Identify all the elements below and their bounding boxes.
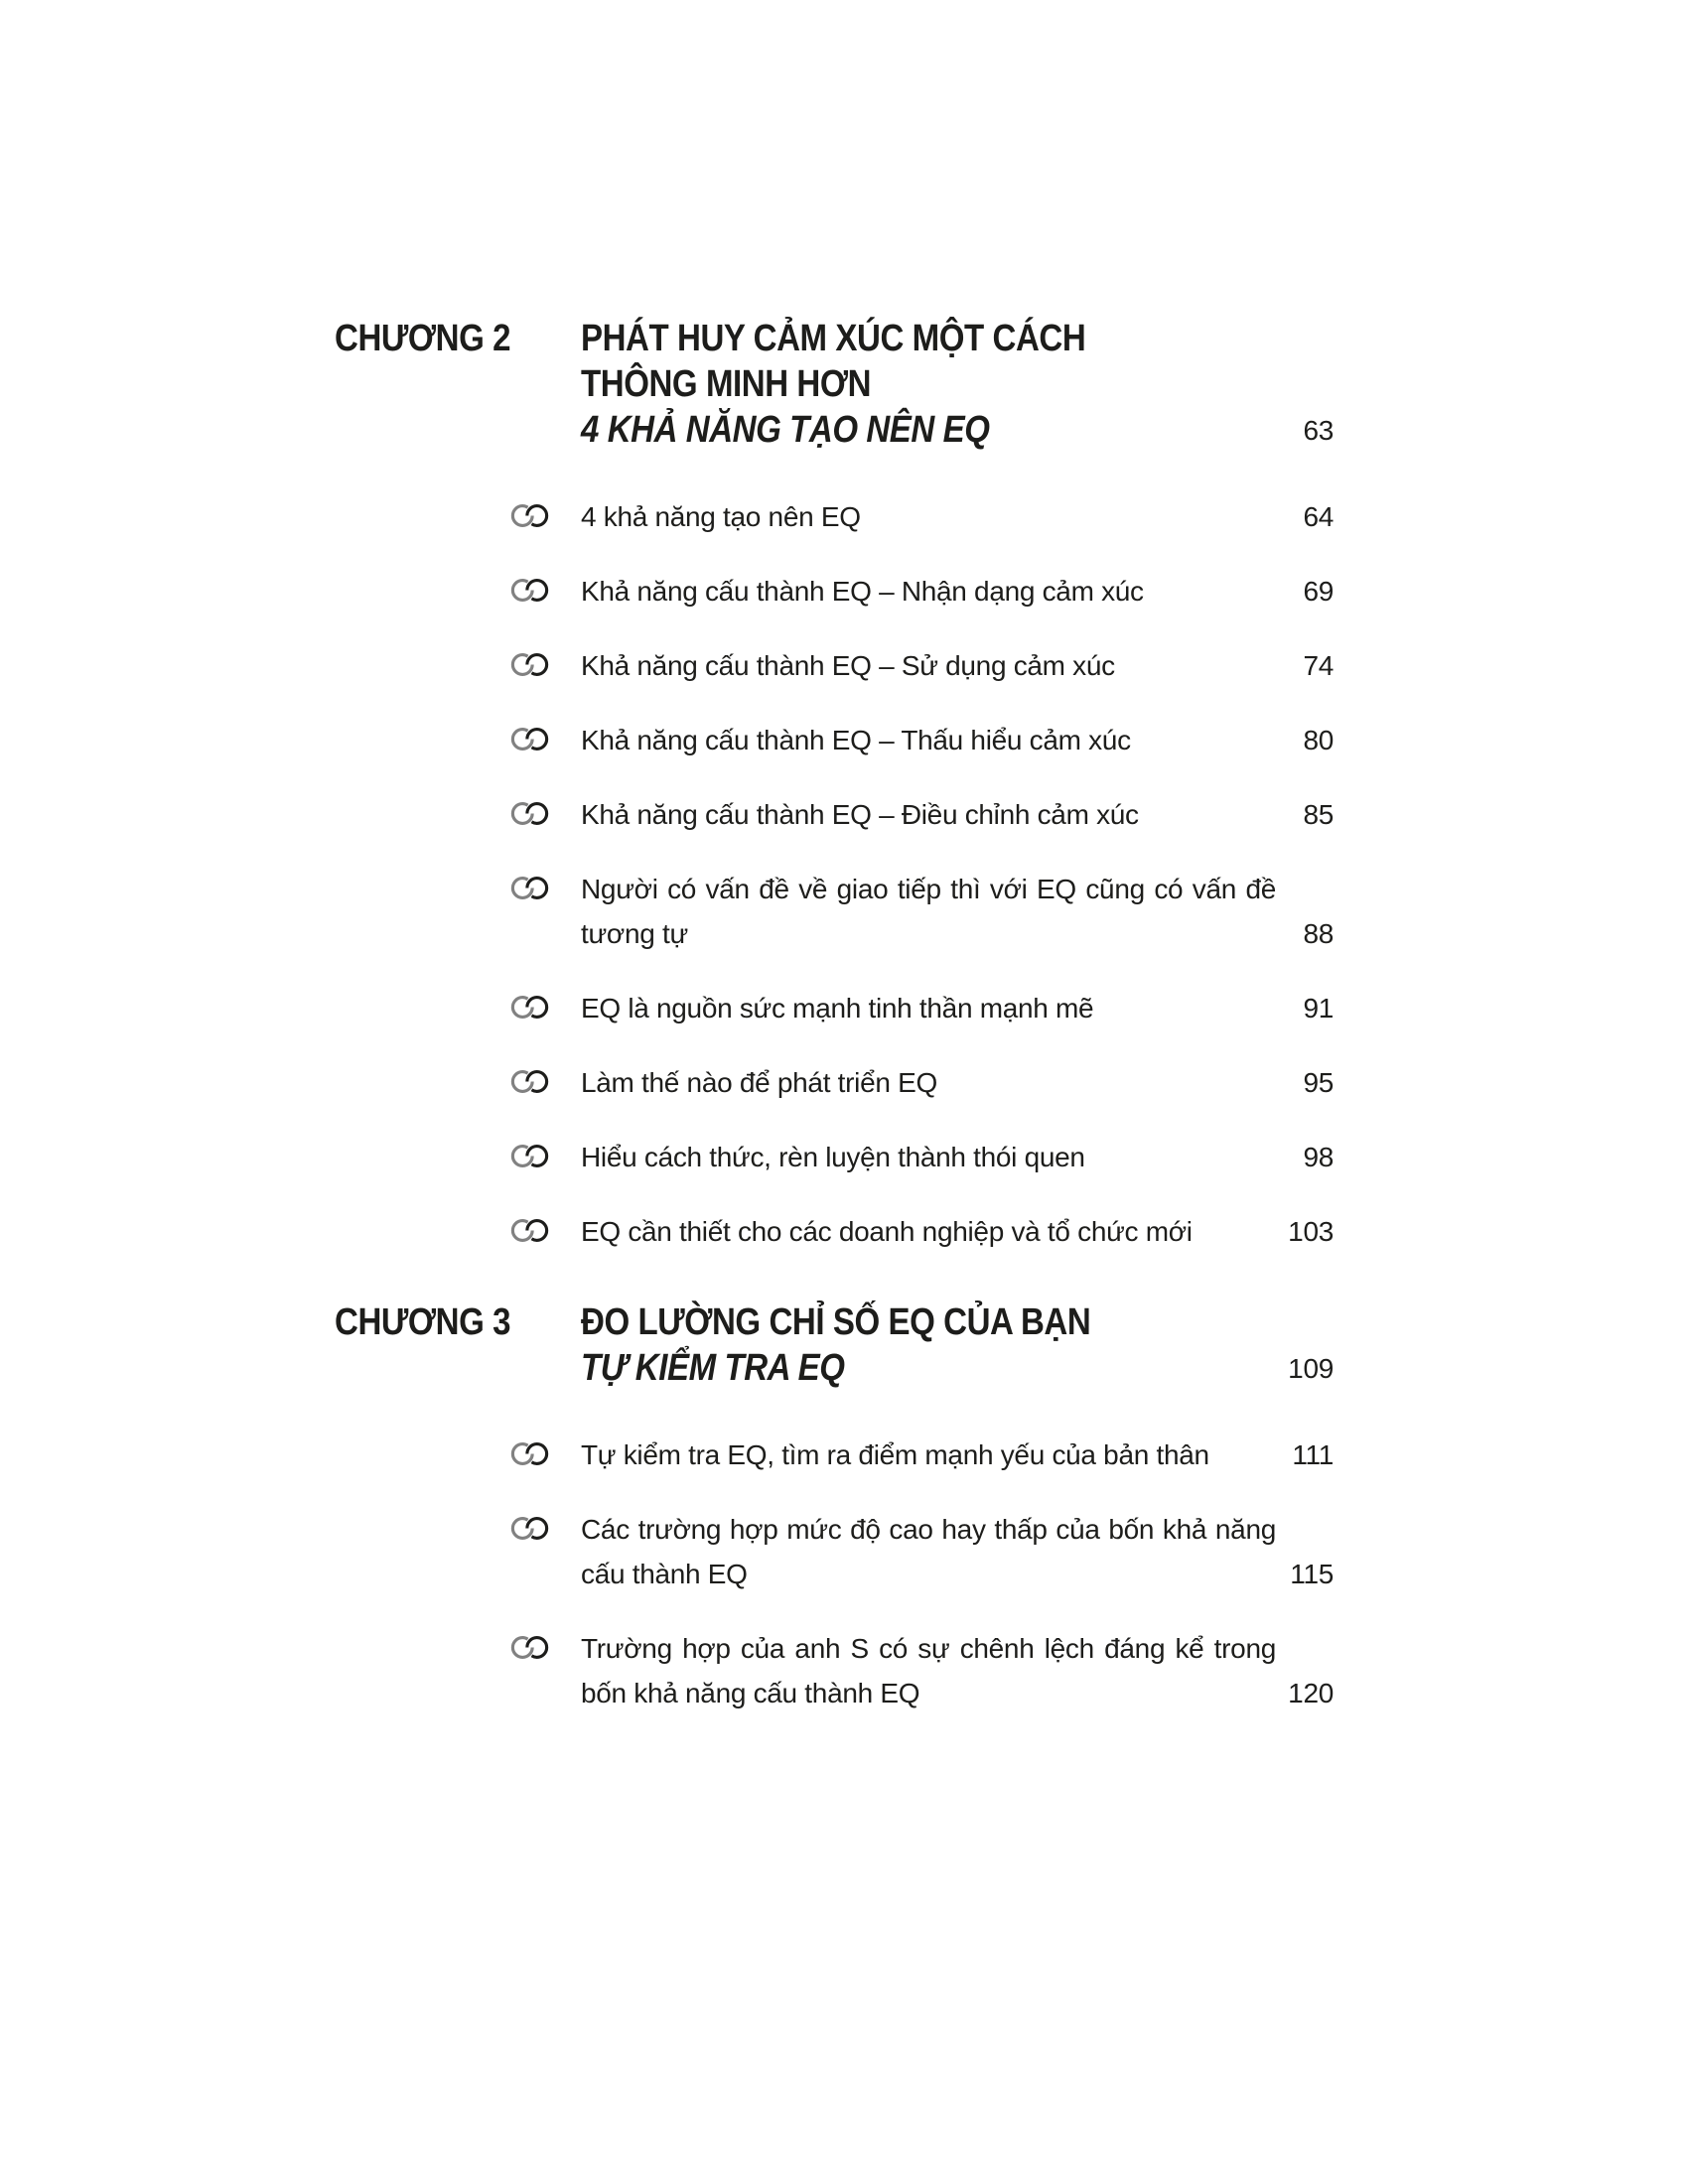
link-rings-icon — [509, 1439, 550, 1468]
entry-page-number: 103 — [1288, 1216, 1334, 1247]
toc-entry — [335, 986, 1334, 1030]
chapter-title-line: THÔNG MINH HƠN — [581, 363, 872, 405]
chapter-section-3 — [335, 1299, 1334, 1715]
entry-page-number: 85 — [1303, 799, 1334, 830]
link-rings-icon — [509, 874, 550, 902]
chapter-header — [335, 1299, 1334, 1391]
chapter-title — [581, 1299, 1276, 1391]
entry-text: 4 khả năng tạo nên EQ — [581, 501, 861, 532]
chapter-title-line: PHÁT HUY CẢM XÚC MỘT CÁCH — [581, 318, 1086, 359]
link-rings-icon — [509, 799, 550, 828]
entry-page-number: 111 — [1292, 1439, 1334, 1470]
link-rings-icon — [509, 993, 550, 1022]
link-rings-icon — [509, 725, 550, 753]
entry-page-number: 69 — [1303, 576, 1334, 607]
entry-text: Khả năng cấu thành EQ – Sử dụng cảm xúc — [581, 650, 1115, 681]
chapter-title — [581, 316, 1276, 453]
chapter-page-number: 109 — [1288, 1353, 1334, 1384]
entry-text: Trường hợp của anh S có sự chênh lệch đáng kể trong bốn khả năng cấu thành EQ — [581, 1633, 1276, 1708]
table-of-contents — [335, 316, 1334, 1715]
entry-text: Tự kiểm tra EQ, tìm ra điểm mạnh yếu của bản thân — [581, 1439, 1209, 1470]
entry-text: Hiểu cách thức, rèn luyện thành thói quen — [581, 1142, 1085, 1172]
entry-text: Khả năng cấu thành EQ – Điều chỉnh cảm xúc — [581, 799, 1139, 830]
entry-text: Khả năng cấu thành EQ – Thấu hiểu cảm xúc — [581, 725, 1131, 755]
toc-entry — [335, 1060, 1334, 1105]
toc-entry — [335, 1626, 1334, 1715]
toc-entry — [335, 1209, 1334, 1254]
chapter-section-2 — [335, 316, 1334, 1254]
link-rings-icon — [509, 576, 550, 605]
entry-page-number: 74 — [1303, 650, 1334, 681]
toc-entry — [335, 867, 1334, 956]
entry-page-number: 115 — [1290, 1559, 1334, 1589]
entry-page-number: 80 — [1303, 725, 1334, 755]
toc-entry — [335, 494, 1334, 539]
link-rings-icon — [509, 1142, 550, 1170]
entry-text: EQ cần thiết cho các doanh nghiệp và tổ chức mới — [581, 1216, 1193, 1247]
entry-page-number: 88 — [1303, 918, 1334, 949]
chapter-label-text: CHƯƠNG 3 — [335, 1301, 511, 1343]
chapter-label-text: CHƯƠNG 2 — [335, 318, 511, 359]
toc-entry — [335, 569, 1334, 614]
toc-entry — [335, 643, 1334, 688]
chapter-header — [335, 316, 1334, 453]
link-rings-icon — [509, 501, 550, 530]
link-rings-icon — [509, 1067, 550, 1096]
entry-page-number: 91 — [1303, 993, 1334, 1024]
chapter-page-number: 63 — [1303, 415, 1334, 446]
toc-entry — [335, 718, 1334, 762]
chapter-label — [335, 316, 581, 453]
entry-text: Khả năng cấu thành EQ – Nhận dạng cảm xúc — [581, 576, 1144, 607]
entry-text: Người có vấn đề về giao tiếp thì với EQ cũng có vấn đề tương tự — [581, 874, 1276, 949]
toc-entry — [335, 792, 1334, 837]
entry-page-number: 95 — [1303, 1067, 1334, 1098]
chapter-subtitle: 4 KHẢ NĂNG TẠO NÊN EQ — [581, 409, 990, 451]
entry-page-number: 64 — [1303, 501, 1334, 532]
entry-page-number: 98 — [1303, 1142, 1334, 1172]
link-rings-icon — [509, 1216, 550, 1245]
chapter-subtitle: TỰ KIỂM TRA EQ — [581, 1347, 845, 1389]
entry-text: EQ là nguồn sức mạnh tinh thần mạnh mẽ — [581, 993, 1094, 1024]
toc-entry — [335, 1433, 1334, 1477]
chapter-title-line: ĐO LƯỜNG CHỈ SỐ EQ CỦA BẠN — [581, 1301, 1091, 1343]
link-rings-icon — [509, 1514, 550, 1543]
entry-page-number: 120 — [1288, 1678, 1334, 1708]
toc-entry — [335, 1135, 1334, 1179]
link-rings-icon — [509, 650, 550, 679]
chapter-label — [335, 1299, 581, 1391]
toc-entry — [335, 1507, 1334, 1596]
entry-text: Các trường hợp mức độ cao hay thấp của bốn khả năng cấu thành EQ — [581, 1514, 1276, 1589]
link-rings-icon — [509, 1633, 550, 1662]
entry-text: Làm thế nào để phát triển EQ — [581, 1067, 937, 1098]
